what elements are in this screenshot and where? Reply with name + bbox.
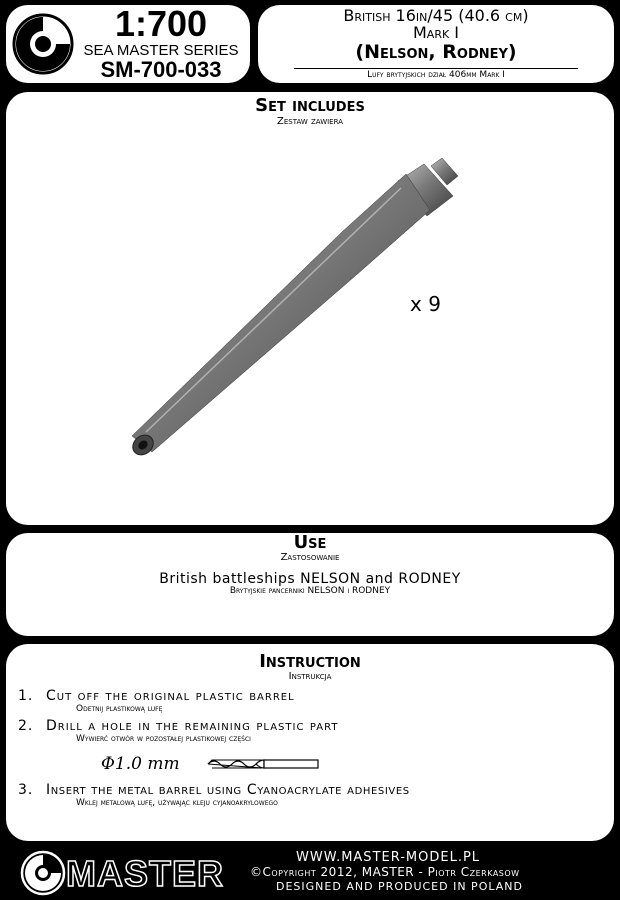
header-title-panel	[258, 5, 614, 83]
footer-produced: DESIGNED AND PRODUCED IN POLAND	[276, 880, 523, 893]
product-code: SM-700-033	[100, 57, 222, 82]
instruction-heading: Instruction	[259, 651, 361, 672]
scale-label: 1:700	[114, 5, 208, 44]
footer-brand: MASTER	[66, 853, 224, 894]
step-2-number: 2.	[18, 718, 34, 734]
step-2-text: Drill a hole in the remaining plastic part	[46, 718, 339, 734]
use-line: British battleships NELSON and RODNEY	[159, 571, 461, 587]
step-2-text-pl: Wywierć otwór w pozostałej plastikowej części	[76, 734, 251, 744]
set-includes-panel	[6, 92, 614, 525]
master-logo-icon	[12, 11, 74, 77]
title-subtitle-pl: Lufy brytyjskich dział 406mm Mark I	[367, 70, 505, 80]
set-heading: Set includes	[255, 95, 365, 116]
step-1-number: 1.	[18, 688, 34, 704]
step-3-text-pl: Wklej metalową lufę, używając kleju cyjanoakrylowego	[76, 798, 278, 808]
instruction-panel	[6, 644, 614, 841]
footer-copyright: ©Copyright 2012, MASTER - Piotr Czerkasow	[250, 865, 520, 879]
footer-website[interactable]: WWW.MASTER-MODEL.PL	[296, 850, 481, 865]
footer	[0, 846, 620, 900]
step-1-text: Cut off the original plastic barrel	[46, 688, 295, 704]
drill-bit-icon	[206, 756, 321, 772]
step-3-number: 3.	[18, 782, 34, 798]
use-panel	[6, 533, 614, 636]
title-line-1: British 16in/45 (40.6 cm)	[343, 6, 529, 25]
footer-logo-icon	[20, 850, 66, 896]
gun-barrel-image	[6, 92, 614, 525]
title-line-3: (Nelson, Rodney)	[355, 41, 517, 63]
title-divider	[294, 68, 578, 69]
step-1-text-pl: Odetnij plastikową lufę	[76, 704, 163, 714]
set-heading-pl: Zestaw zawiera	[277, 116, 343, 127]
title-line-2: Mark I	[413, 23, 459, 42]
instruction-heading-pl: Instrukcja	[288, 671, 332, 682]
use-heading-pl: Zastosowanie	[280, 552, 340, 563]
drill-size-label: Φ1.0 mm	[101, 754, 180, 774]
use-heading: Use	[293, 533, 327, 553]
header-logo-panel	[6, 5, 250, 83]
step-3-text: Insert the metal barrel using Cyanoacrylate adhesives	[46, 782, 410, 798]
quantity-label: x 9	[410, 292, 441, 316]
series-label: SEA MASTER SERIES	[83, 42, 239, 59]
use-line-pl: Brytyjskie pancerniki NELSON i RODNEY	[229, 586, 391, 596]
